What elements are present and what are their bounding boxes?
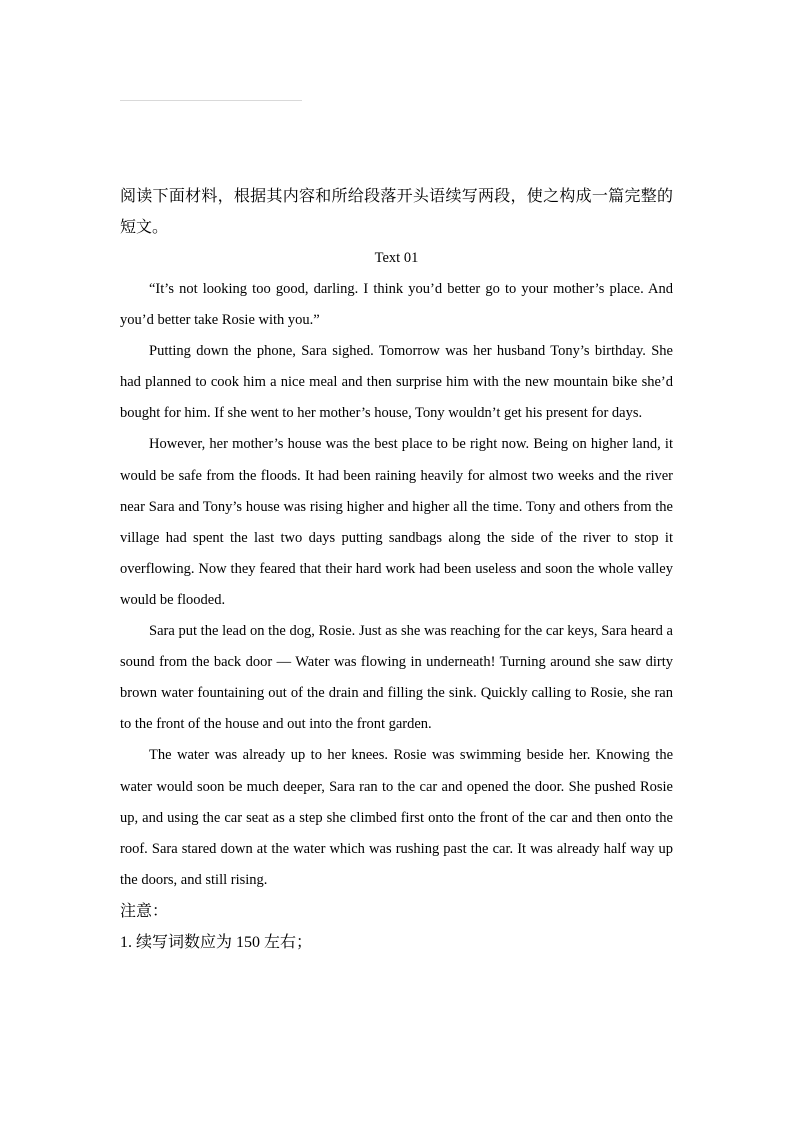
text-title: Text 01: [374, 250, 419, 266]
story-paragraph: “It’s not looking too good, darling. I think you’d better go to your mother’s place. And you’d better take Rosie with you.”: [120, 281, 673, 329]
header-rule: [120, 100, 302, 101]
story-paragraph: Sara put the lead on the dog, Rosie. Just as she was reaching for the car keys, Sara heard a sound from the back door — Water was flowing in underneath! Turning around she saw dirty brown water fountaining out of the drain and filling the sink. Quickly calling to Rosie, she ran to the front of the house and out into the front garden.: [120, 623, 673, 733]
story-paragraph: Putting down the phone, Sara sighed. Tomorrow was her husband Tony’s birthday. She had planned to cook him a nice meal and then surprise him with the new mountain bike she’d bought for him. If she went to her mother’s house, Tony wouldn’t get his present for days.: [120, 343, 673, 422]
document-body: [120, 181, 673, 958]
story-paragraph: The water was already up to her knees. Rosie was swimming beside her. Knowing the water would soon be much deeper, Sara ran to the car and opened the door. She pushed Rosie up, and using the car seat as a step she climbed first onto the front of the car and then onto the roof. Sara stared down at the water which was rushing past the car. It was already half way up the doors, and still rising.: [120, 747, 673, 888]
instruction-text: 阅读下面材料，根据其内容和所给段落开头语续写两段，使之构成一篇完整的短文。: [120, 188, 673, 236]
story-paragraph: However, her mother’s house was the best place to be right now. Being on higher land, it would be safe from the floods. It had been raining heavily for almost two weeks and the river near Sara and Tony’s house was rising higher and higher all the time. Tony and others from the village had spent the last two days putting sandbags along the side of the river to stop it overflowing. Now they feared that their hard work had been useless and soon the whole valley would be flooded.: [120, 436, 673, 608]
note-item: 1. 续写词数应为 150 左右；: [120, 933, 313, 951]
notes-label: 注意：: [120, 902, 169, 920]
